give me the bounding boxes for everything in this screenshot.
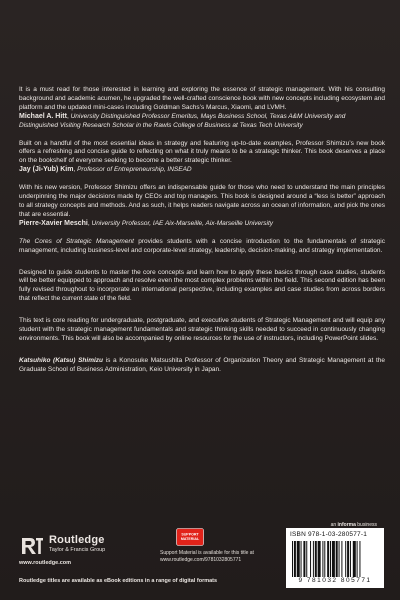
informa-suffix: business <box>355 522 377 528</box>
publisher-name: Routledge <box>49 534 105 546</box>
blurb-1-title: University Distinguished Professor Emeritus, Mays Business School, Texas A&M University and Distinguished Visiting Research Scholar in the Rawls College of Business at Texas Tech University <box>19 112 346 129</box>
barcode <box>286 528 384 588</box>
blurb-3-name: Pierre-Xavier Meschi <box>19 219 88 227</box>
author-bio-text: is a Konosuke Matsushita Professor of Organization Theory and Strategic Management at the Graduate School of Business Administration, Keio University in Japan. <box>19 356 385 373</box>
routledge-logo-icon <box>19 534 45 556</box>
back-cover-text <box>19 86 385 383</box>
blurb-2-attribution: Jay (Ji-Yub) Kim, Professor of Entrepreneurship, INSEAD <box>19 166 192 174</box>
description-paragraph-3: This text is core reading for undergraduate, postgraduate, and executive students of Strategic Management and will equip any student with the strategic management fundamentals and strategic thinking skills needed to succeed in continuously changing environments. This book will also be accompanied by online resources for the use of instructors, including PowerPoint slides. <box>19 317 385 342</box>
book-title: The Cores of Strategic Management <box>19 237 134 245</box>
publisher-group: Taylor & Francis Group <box>49 547 106 553</box>
footer <box>0 522 400 600</box>
blurb-3-attribution: Pierre-Xavier Meschi, University Professor, IAE Aix-Marseille, Aix-Marseille University <box>19 219 274 227</box>
description-1-text: provides students with a concise introduction to the fundamentals of strategic management, including business-level and corporate-level strategy, leadership, decision-making, and strategy implementation. <box>19 237 385 254</box>
barcode-bars <box>292 541 378 577</box>
svg-text:MATERIAL: MATERIAL <box>180 537 200 541</box>
blurb-1-name: Michael A. Hitt <box>19 112 67 120</box>
ebook-note: Routledge titles are available as eBook editions in a range of digital formats <box>19 578 218 584</box>
support-material-note <box>160 550 254 563</box>
blurb-2-title: Professor of Entrepreneurship, INSEAD <box>77 166 192 174</box>
informa-prefix: an <box>330 522 338 528</box>
support-line-1: Support Material is available for this title at <box>160 550 254 556</box>
author-name: Katsuhiko (Katsu) Shimizu <box>19 356 103 364</box>
isbn-label: ISBN 978-1-03-280577-1 <box>290 531 368 538</box>
blurb-2-name: Jay (Ji-Yub) Kim <box>19 166 74 174</box>
description-paragraph-1 <box>19 238 385 256</box>
blurb-3-title: University Professor, IAE Aix-Marseille, Aix-Marseille University <box>91 219 274 227</box>
publisher-url: www.routledge.com <box>19 560 72 566</box>
description-paragraph-2: Designed to guide students to master the core concepts and learn how to apply these basics through case studies, students will be better equipped to approach and resolve even the most complex problems within the field. This second edition has been fully revised throughout to incorporate an international perspective, including examples and case studies from across borders that reflect the current state of the field. <box>19 268 385 303</box>
support-material-badge-icon <box>176 528 204 546</box>
blurb-1-attribution: Michael A. Hitt, University Distinguished Professor Emeritus, Mays Business School, Texas A&M University and Distinguished Visiting Research Scholar in the Rawls College of Business at Texas Tech University <box>19 112 346 129</box>
informa-name: informa <box>337 522 356 528</box>
svg-text:SUPPORT: SUPPORT <box>181 532 199 537</box>
blurb-3-quote: With his new version, Professor Shimizu offers an indispensable guide for those who need to understand the main principles underpinning the major decisions made by CEOs and top managers. This book is designed around a “less is better” approach to all strategy concepts and methods. And as such, it helps readers navigate across an ocean of information, and pick the ones that are essential. <box>19 184 385 218</box>
blurb-1-quote: It is a must read for those interested in learning and exploring the essence of strategic management. With his consulting background and academic acumen, he upgraded the well-crafted conscience book with new concepts including ecosystem and platform and the updated mini-cases including Goldman Sachs’s Marcus, Xiaomi, and LVMH. <box>19 86 385 111</box>
author-bio <box>19 357 385 375</box>
blurb-2-quote: Built on a handful of the most essential ideas in strategy and featuring up-to-date examples, Professor Shimizu’s new book offers a refreshing and concise guide to reflecting on what it truly means to be a strategic thinker. This book deserves a place on the bookshelf of everyone seeking to become a better strategic thinker. <box>19 139 385 165</box>
barcode-number: 9 781032 805771 <box>298 577 372 584</box>
support-line-2: www.routledge.com/9781032805771 <box>160 556 242 563</box>
